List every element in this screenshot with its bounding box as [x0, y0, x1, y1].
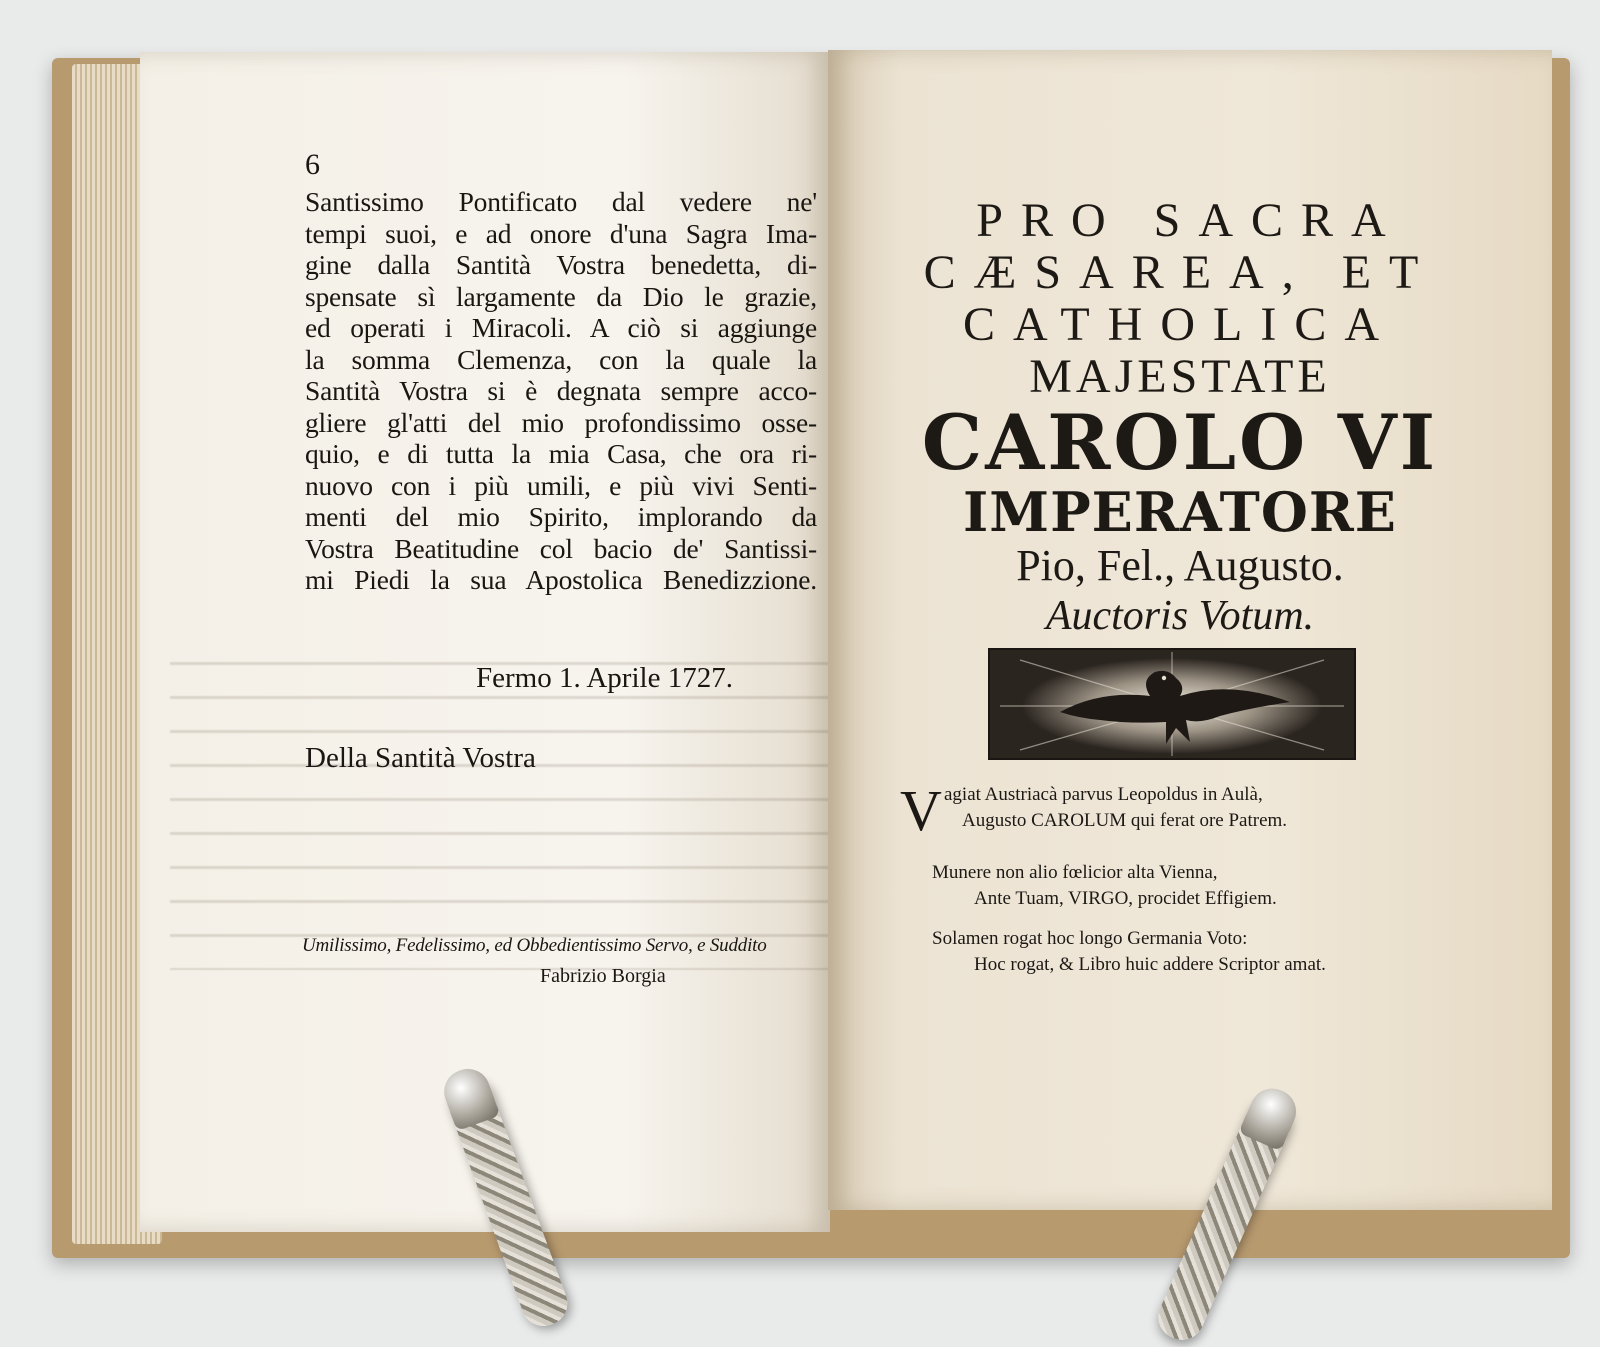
title-line: PRO SACRA [976, 194, 1404, 247]
verse-line: agiat Austriacà parvus Leopoldus in Aulà, [944, 784, 1263, 805]
signature-line: Umilissimo, Fedelissimo, ed Obbedientissimo Servo, e Suddito [302, 935, 767, 956]
text-line: Vostra Beatitudine col bacio de' Santissi- [305, 532, 817, 564]
verse-line: Augusto CAROLUM qui ferat ore Patrem. [962, 810, 1288, 831]
title-line: IMPERATORE [963, 480, 1397, 544]
eagle-woodcut [988, 648, 1356, 760]
text-line: Santissimo Pontificato dal vedere ne' [305, 186, 817, 217]
text-line: gliere gl'atti del mio profondissimo osse- [305, 406, 817, 438]
text-line: quio, e di tutta la mia Casa, che ora ri- [305, 438, 817, 469]
salutation: Della Santità Vostra [305, 742, 536, 774]
dedication-title [860, 195, 1500, 641]
dateline: Fermo 1. Aprile 1727. [476, 662, 733, 694]
text-line: Santità Vostra si è degnata sempre acco- [305, 375, 817, 406]
text-line: spensate sì largamente da Dio le grazie, [305, 280, 817, 312]
text-line: tempi suoi, e ad onore d'una Sagra Ima- [305, 217, 817, 249]
title-line: MAJESTATE [1029, 350, 1331, 403]
text-line: la somma Clemenza, con la quale la [305, 343, 817, 375]
signer-name: Fabrizio Borgia [540, 965, 666, 987]
title-line: Pio, Fel., Augusto. [1016, 541, 1344, 590]
text-line: gine dalla Santità Vostra benedetta, di- [305, 249, 817, 280]
title-subtitle: Auctoris Votum. [1045, 593, 1315, 639]
verse-line: Hoc rogat, & Libro huic addere Scriptor amat. [974, 954, 1326, 975]
title-emperor-name: CAROLO VI [921, 398, 1439, 487]
verse-line: Munere non alio fœlicior alta Vienna, [932, 862, 1218, 883]
eagle-icon [990, 650, 1354, 758]
text-line: mi Piedi la sua Apostolica Benedizzione. [305, 564, 817, 595]
drop-cap: V [900, 778, 942, 843]
verse-line: Solamen rogat hoc longo Germania Voto: [932, 928, 1248, 949]
text-line: nuovo con i più umili, e più vivi Senti- [305, 469, 817, 501]
verse-line: Ante Tuam, VIRGO, procidet Effigiem. [974, 888, 1277, 909]
title-line: CÆSAREA, ET [923, 246, 1437, 299]
text-line: menti del mio Spirito, implorando da [305, 501, 817, 532]
title-line: CATHOLICA [963, 298, 1397, 351]
page-number: 6 [305, 148, 320, 181]
letter-body [305, 186, 817, 596]
text-line: ed operati i Miracoli. A ciò si aggiunge [305, 312, 817, 343]
